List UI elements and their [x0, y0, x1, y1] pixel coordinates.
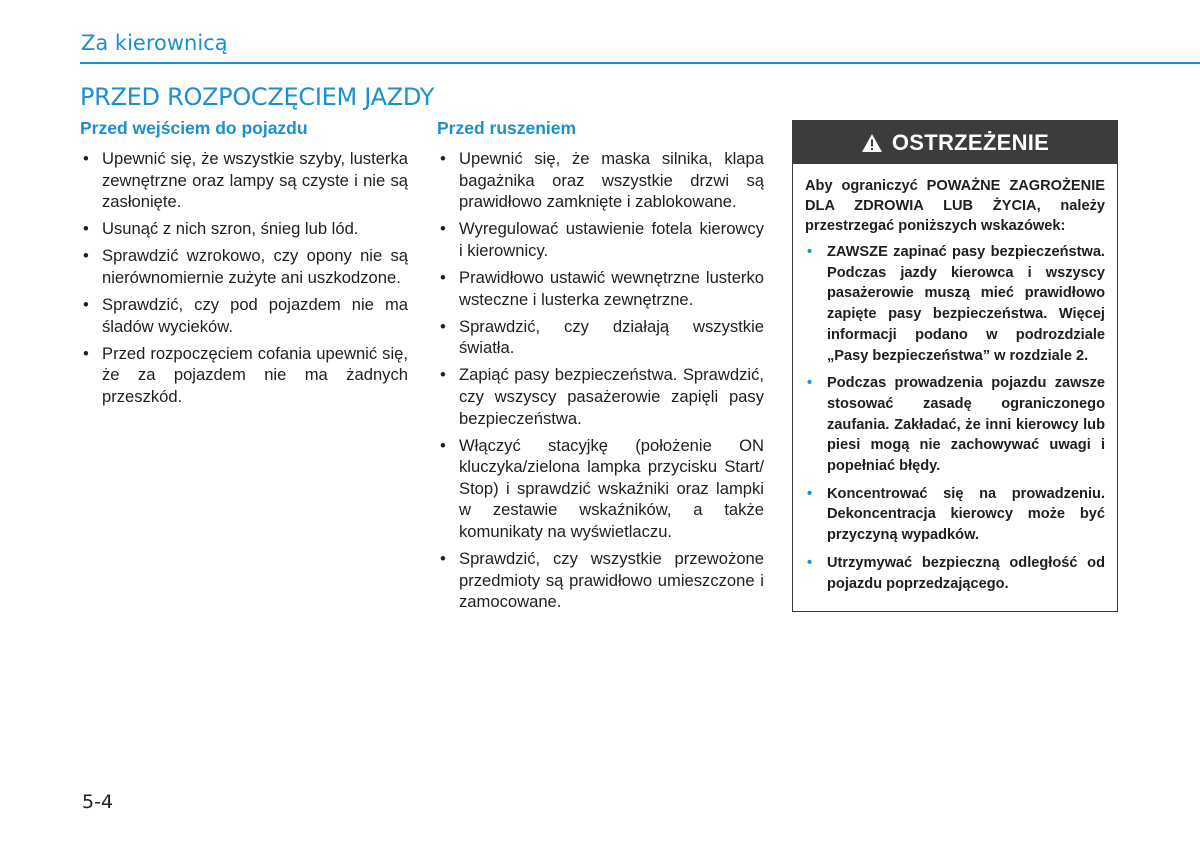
warning-item: • ZAWSZE zapinać pasy bezpieczeństwa. Podczas jazdy kierowca i wszyscy pasażerowie muszą mieć prawidłowo zapięte pasy bezpieczeństwa. Więcej informacji podano w podrozdziale „Pasy bezpieczeństwa” w rozdziale 2.: [807, 244, 1105, 364]
list-item: • Upewnić się, że maska silnika, klapa bagażnika oraz wszystkie drzwi są prawidłowo zamknięte i zablokowane.: [440, 149, 764, 212]
list-item: • Upewnić się, że wszystkie szyby, lusterka zewnętrzne oraz lampy są czyste i nie są zasłonięte.: [83, 149, 408, 212]
section-title: PRZED ROZPOCZĘCIEM JAZDY: [80, 83, 435, 111]
header-divider: [80, 62, 1200, 64]
list-item: • Usunąć z nich szron, śnieg lub lód.: [83, 219, 359, 239]
list-item: • Sprawdzić wzrokowo, czy opony nie są nierównomiernie zużyte ani uszkodzone.: [83, 246, 408, 287]
warning-item: • Utrzymywać bezpieczną odległość od pojazdu poprzedzającego.: [807, 554, 1105, 592]
left-column-heading: Przed wejściem do pojazdu: [80, 118, 308, 138]
warning-intro: Aby ograniczyć POWAŻNE ZAGROŻENIE DLA ZDROWIA LUB ŻYCIA, należy przestrzegać poniższych wskazówek:: [805, 178, 1105, 234]
list-item: • Prawidłowo ustawić wewnętrzne lusterko wsteczne i lusterka zewnętrzne.: [440, 267, 764, 309]
warning-item: • Koncentrować się na prowadzeniu. Dekoncentracja kierowcy może być przyczyną wypadków.: [807, 485, 1105, 544]
middle-column: [437, 117, 764, 618]
list-item: • Zapiąć pasy bezpieczeństwa. Sprawdzić, czy wszyscy pasażerowie zapięli pasy bezpieczeństwa.: [440, 365, 764, 428]
warning-title: OSTRZEŻENIE: [891, 129, 1050, 155]
warning-box: [792, 120, 1118, 612]
page-number: 5-4: [82, 791, 114, 813]
left-column: [80, 117, 408, 413]
warning-list: [805, 242, 1105, 594]
list-item: • Włączyć stacyjkę (położenie ON kluczyka/zielona lampka przycisku Start/ Stop) i sprawdzić wskaźniki oraz lampki w zestawie wskaźników, a także komunikaty na wyświetlaczu.: [440, 435, 764, 541]
middle-column-list: [437, 148, 764, 613]
list-item: • Sprawdzić, czy wszystkie przewożone przedmioty są prawidłowo umieszczone i zamocowane.: [440, 549, 764, 612]
middle-column-heading: Przed ruszeniem: [437, 118, 577, 138]
warning-item: • Podczas prowadzenia pojazdu zawsze stosować zasadę ograniczonego zaufania. Zakładać, że inni kierowcy lub piesi mogą nie zachowywać uwagi i popełniać błędy.: [807, 375, 1105, 475]
warning-body: [793, 164, 1117, 594]
warning-header: [793, 121, 1117, 164]
list-item: • Sprawdzić, czy pod pojazdem nie ma śladów wycieków.: [83, 295, 408, 336]
left-column-list: [80, 148, 408, 408]
list-item: • Przed rozpoczęciem cofania upewnić się, że za pojazdem nie ma żadnych przeszkód.: [83, 343, 408, 406]
list-item: • Sprawdzić, czy działają wszystkie światła.: [440, 316, 764, 358]
chapter-title: Za kierownicą: [81, 31, 228, 55]
list-item: • Wyregulować ustawienie fotela kierowcy i kierownicy.: [440, 219, 764, 260]
warning-triangle-icon: [861, 133, 883, 153]
